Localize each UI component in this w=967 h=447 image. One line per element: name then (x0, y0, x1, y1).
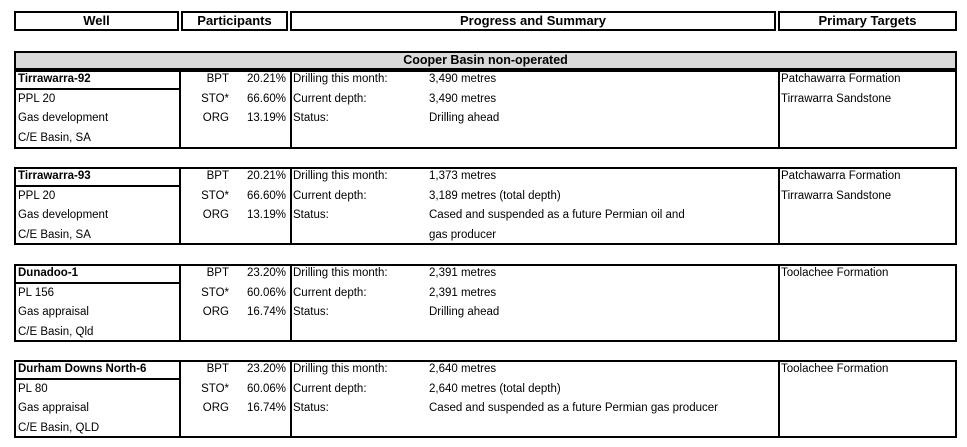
well-detail: C/E Basin, SA (18, 131, 91, 144)
participant-pct: 20.21% (246, 170, 286, 182)
well-name: Dunadoo-1 (18, 267, 79, 279)
primary-target: Patchawarra Formation (781, 73, 901, 85)
column-divider (778, 70, 780, 149)
well-name-divider (14, 185, 179, 187)
header-targets: Primary Targets (778, 11, 957, 31)
progress-value: 3,490 metres (429, 73, 497, 85)
participant-pct: 20.21% (246, 73, 286, 85)
well-detail: C/E Basin, SA (18, 228, 91, 241)
participant-code: STO* (201, 382, 229, 395)
participant-code: ORG (202, 209, 229, 221)
primary-target: Patchawarra Formation (781, 170, 901, 182)
participant-code: BPT (206, 267, 229, 279)
primary-target: Tirrawarra Sandstone (781, 92, 892, 105)
participant-code: ORG (202, 306, 229, 318)
well-name-divider (14, 88, 179, 90)
column-divider (290, 360, 292, 438)
well-name: Tirrawarra-93 (18, 170, 91, 182)
well-detail: PPL 20 (18, 189, 56, 202)
participant-code: STO* (201, 92, 229, 105)
column-divider (290, 167, 292, 245)
progress-label: Current depth: (293, 92, 367, 105)
progress-value: 2,640 metres (total depth) (429, 382, 561, 395)
participant-code: STO* (201, 286, 229, 299)
progress-value: Drilling ahead (429, 112, 500, 124)
progress-value: gas producer (429, 228, 497, 241)
well-name: Durham Downs North-6 (18, 363, 147, 375)
column-divider (290, 264, 292, 342)
participant-pct: 66.60% (246, 92, 286, 105)
participant-pct: 16.74% (246, 402, 286, 414)
progress-label: Drilling this month: (293, 363, 388, 375)
well-name-divider (14, 282, 179, 284)
well-detail: C/E Basin, Qld (18, 325, 94, 338)
participant-code: STO* (201, 189, 229, 202)
well-name: Tirrawarra-92 (18, 73, 91, 85)
progress-label: Status: (293, 112, 329, 124)
column-divider (778, 360, 780, 438)
well-name-divider (14, 378, 179, 380)
progress-label: Current depth: (293, 189, 367, 202)
progress-label: Status: (293, 402, 329, 414)
header-participants: Participants (181, 11, 288, 31)
well-detail: C/E Basin, QLD (18, 421, 100, 434)
well-detail: Gas appraisal (18, 306, 89, 318)
primary-target: Tirrawarra Sandstone (781, 189, 892, 202)
participant-pct: 13.19% (246, 112, 286, 124)
column-divider (778, 167, 780, 245)
participant-pct: 23.20% (246, 363, 286, 375)
participant-pct: 66.60% (246, 189, 286, 202)
progress-value: 2,391 metres (429, 267, 497, 279)
progress-value: 3,490 metres (429, 92, 497, 105)
progress-label: Drilling this month: (293, 267, 388, 279)
well-detail: PL 156 (18, 286, 55, 299)
primary-target: Toolachee Formation (781, 267, 889, 279)
participant-code: ORG (202, 402, 229, 414)
progress-value: 1,373 metres (429, 170, 497, 182)
progress-label: Drilling this month: (293, 170, 388, 182)
progress-label: Status: (293, 306, 329, 318)
participant-pct: 13.19% (246, 209, 286, 221)
participant-pct: 16.74% (246, 306, 286, 318)
progress-value: Cased and suspended as a future Permian oil and (429, 209, 685, 221)
column-divider (290, 70, 292, 149)
participant-pct: 60.06% (246, 286, 286, 299)
progress-label: Current depth: (293, 286, 367, 299)
progress-value: 3,189 metres (total depth) (429, 189, 561, 202)
primary-target: Toolachee Formation (781, 363, 889, 375)
participant-pct: 60.06% (246, 382, 286, 395)
progress-label: Current depth: (293, 382, 367, 395)
progress-label: Drilling this month: (293, 73, 388, 85)
progress-label: Status: (293, 209, 329, 221)
participant-code: BPT (206, 170, 229, 182)
well-detail: Gas development (18, 209, 109, 221)
well-detail: Gas development (18, 112, 109, 124)
well-detail: PPL 20 (18, 92, 56, 105)
participant-pct: 23.20% (246, 267, 286, 279)
progress-value: 2,640 metres (429, 363, 497, 375)
progress-value: Cased and suspended as a future Permian gas producer (429, 402, 718, 414)
section-title: Cooper Basin non-operated (14, 51, 957, 70)
header-progress: Progress and Summary (290, 11, 776, 31)
header-well: Well (14, 11, 179, 31)
participant-code: BPT (206, 363, 229, 375)
participant-code: BPT (206, 73, 229, 85)
well-detail: Gas appraisal (18, 402, 89, 414)
participant-code: ORG (202, 112, 229, 124)
well-detail: PL 80 (18, 382, 48, 395)
progress-value: 2,391 metres (429, 286, 497, 299)
column-divider (778, 264, 780, 342)
progress-value: Drilling ahead (429, 306, 500, 318)
